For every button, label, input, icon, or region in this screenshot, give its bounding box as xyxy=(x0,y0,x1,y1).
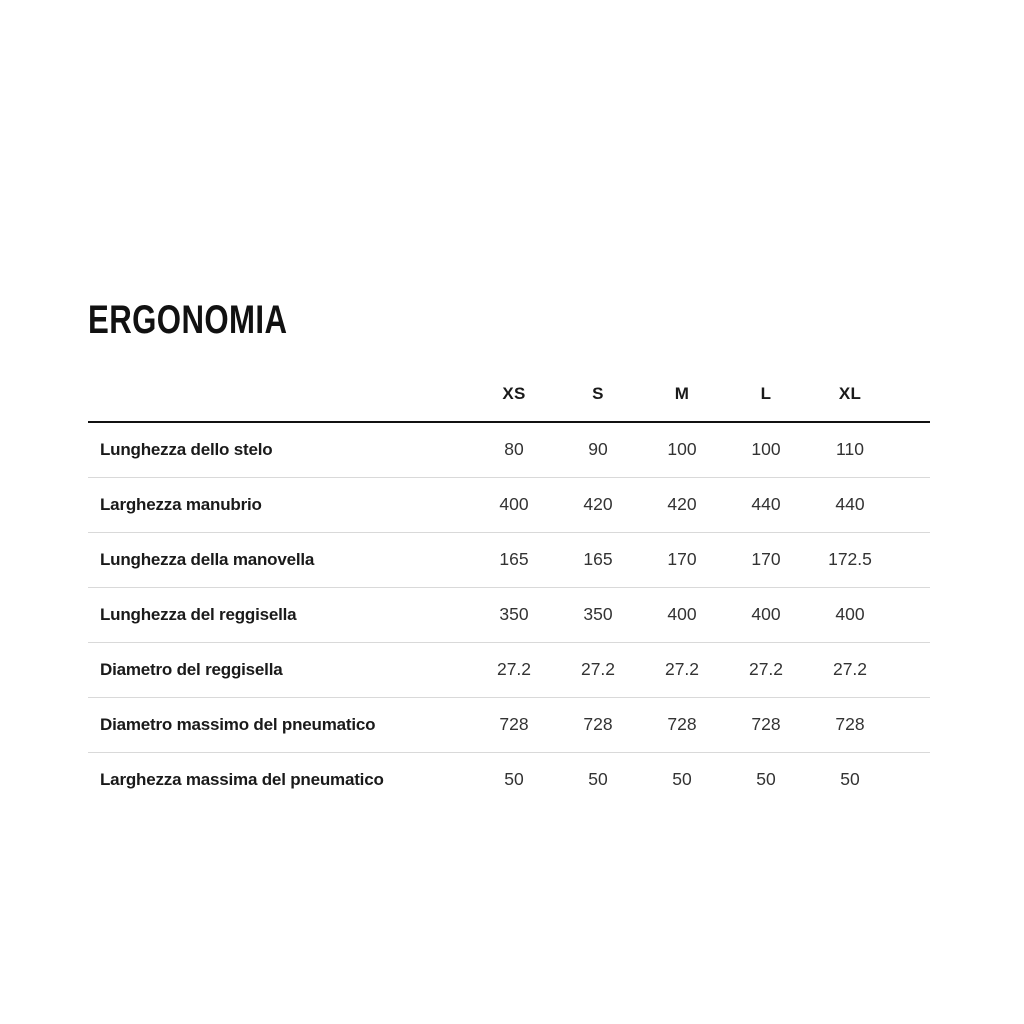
spec-value: 420 xyxy=(640,478,724,533)
spec-value: 27.2 xyxy=(724,643,808,698)
spec-value: 728 xyxy=(472,698,556,753)
spec-value: 100 xyxy=(640,422,724,478)
spec-value: 50 xyxy=(504,769,524,789)
spacer-cell xyxy=(892,478,930,533)
spec-value: 50 xyxy=(588,769,608,789)
spec-value: 350 xyxy=(472,588,556,643)
spec-value: 27.2 xyxy=(640,643,724,698)
spec-value: 80 xyxy=(472,422,556,478)
spec-value: 50 xyxy=(672,769,692,789)
spec-value: 165 xyxy=(556,533,640,588)
spec-label: Diametro massimo del pneumatico xyxy=(88,698,472,753)
spacer-cell xyxy=(892,533,930,588)
spec-value: 728 xyxy=(808,698,892,753)
spacer-column-header xyxy=(892,384,930,422)
spec-value: 728 xyxy=(724,698,808,753)
spacer-cell xyxy=(892,588,930,643)
spec-value: 400 xyxy=(640,588,724,643)
table-row xyxy=(88,422,930,478)
spec-label: Diametro del reggisella xyxy=(88,643,472,698)
spec-value: 170 xyxy=(724,533,808,588)
spec-value: 728 xyxy=(640,698,724,753)
spec-value: 100 xyxy=(724,422,808,478)
spec-value: 350 xyxy=(556,588,640,643)
spec-value: 728 xyxy=(556,698,640,753)
table-row xyxy=(88,698,930,753)
size-column-header-s: S xyxy=(556,384,640,422)
spec-label: Lunghezza del reggisella xyxy=(88,588,472,643)
spec-value: 27.2 xyxy=(808,643,892,698)
spec-label: Lunghezza della manovella xyxy=(88,533,472,588)
spec-label: Larghezza massima del pneumatico xyxy=(100,769,384,789)
spacer-cell xyxy=(892,643,930,698)
spec-value: 440 xyxy=(724,478,808,533)
spacer-cell xyxy=(892,698,930,753)
spec-value: 50 xyxy=(756,769,776,789)
size-column-header-xl: XL xyxy=(808,384,892,422)
spec-value: 50 xyxy=(840,769,860,789)
table-row xyxy=(88,478,930,533)
spec-label: Larghezza manubrio xyxy=(88,478,472,533)
spec-value: 90 xyxy=(556,422,640,478)
spec-value: 165 xyxy=(472,533,556,588)
table-row xyxy=(88,753,930,808)
ergonomics-table xyxy=(88,384,930,807)
spec-value: 172.5 xyxy=(808,533,892,588)
spec-value: 400 xyxy=(808,588,892,643)
table-row xyxy=(88,643,930,698)
spec-value: 440 xyxy=(808,478,892,533)
section-title: ERGONOMIA xyxy=(88,298,288,342)
spec-label: Lunghezza dello stelo xyxy=(88,422,472,478)
size-column-header-xs: XS xyxy=(472,384,556,422)
spec-value: 400 xyxy=(724,588,808,643)
size-column-header-m: M xyxy=(640,384,724,422)
spec-value: 27.2 xyxy=(472,643,556,698)
spacer-cell xyxy=(892,422,930,478)
spec-value: 110 xyxy=(808,422,892,478)
table-header-row xyxy=(88,384,930,422)
spacer-cell xyxy=(892,753,930,808)
label-column-header xyxy=(88,384,472,422)
spec-value: 420 xyxy=(556,478,640,533)
spec-value: 27.2 xyxy=(556,643,640,698)
ergonomics-section xyxy=(88,300,930,807)
spec-value: 170 xyxy=(640,533,724,588)
size-column-header-l: L xyxy=(724,384,808,422)
table-row xyxy=(88,533,930,588)
spec-value: 400 xyxy=(472,478,556,533)
table-row xyxy=(88,588,930,643)
